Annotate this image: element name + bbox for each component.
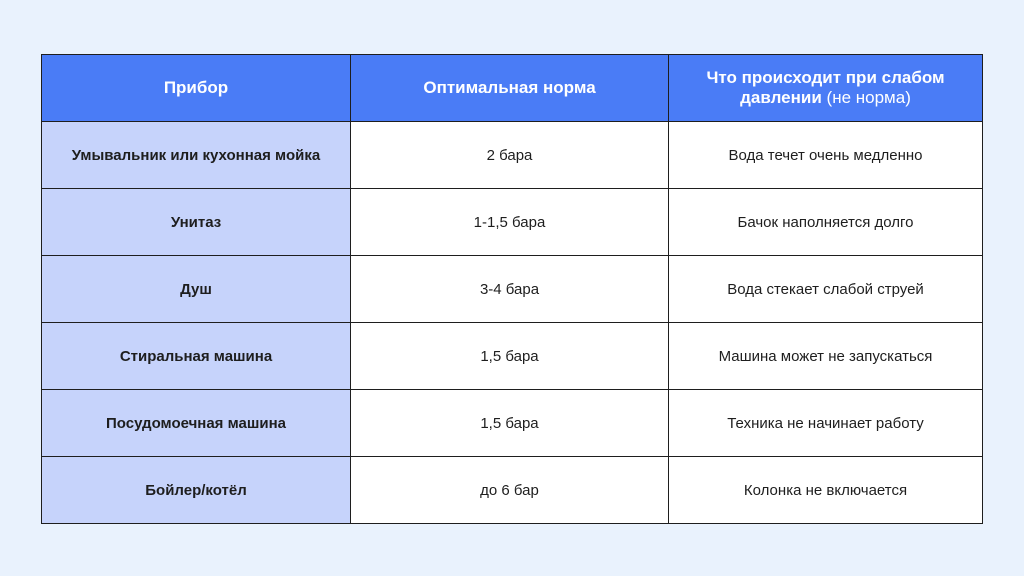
header-low-pressure-note: (не норма) bbox=[826, 88, 911, 107]
norm-cell: 1-1,5 бара bbox=[351, 189, 669, 256]
device-cell: Стиральная машина bbox=[42, 323, 351, 390]
water-pressure-table bbox=[41, 54, 983, 524]
norm-cell: 1,5 бара bbox=[351, 323, 669, 390]
header-low-pressure-title: Что происходит при слабом давлении bbox=[706, 67, 945, 107]
table-header-row bbox=[42, 55, 983, 122]
table-row bbox=[42, 189, 983, 256]
device-cell: Душ bbox=[42, 256, 351, 323]
table-row bbox=[42, 323, 983, 390]
effect-cell: Техника не начинает работу bbox=[669, 390, 983, 457]
norm-cell: 3-4 бара bbox=[351, 256, 669, 323]
effect-cell: Вода стекает слабой струей bbox=[669, 256, 983, 323]
effect-cell: Колонка не включается bbox=[669, 457, 983, 524]
header-low-pressure-effect bbox=[669, 55, 983, 122]
effect-cell: Бачок наполняется долго bbox=[669, 189, 983, 256]
table-row bbox=[42, 390, 983, 457]
table-row bbox=[42, 256, 983, 323]
norm-cell: 2 бара bbox=[351, 122, 669, 189]
effect-cell: Машина может не запускаться bbox=[669, 323, 983, 390]
device-cell: Умывальник или кухонная мойка bbox=[42, 122, 351, 189]
table-row bbox=[42, 122, 983, 189]
device-cell: Унитаз bbox=[42, 189, 351, 256]
norm-cell: 1,5 бара bbox=[351, 390, 669, 457]
effect-cell: Вода течет очень медленно bbox=[669, 122, 983, 189]
device-cell: Бойлер/котёл bbox=[42, 457, 351, 524]
header-optimal-norm: Оптимальная норма bbox=[351, 55, 669, 122]
table-row bbox=[42, 457, 983, 524]
norm-cell: до 6 бар bbox=[351, 457, 669, 524]
header-device: Прибор bbox=[42, 55, 351, 122]
device-cell: Посудомоечная машина bbox=[42, 390, 351, 457]
